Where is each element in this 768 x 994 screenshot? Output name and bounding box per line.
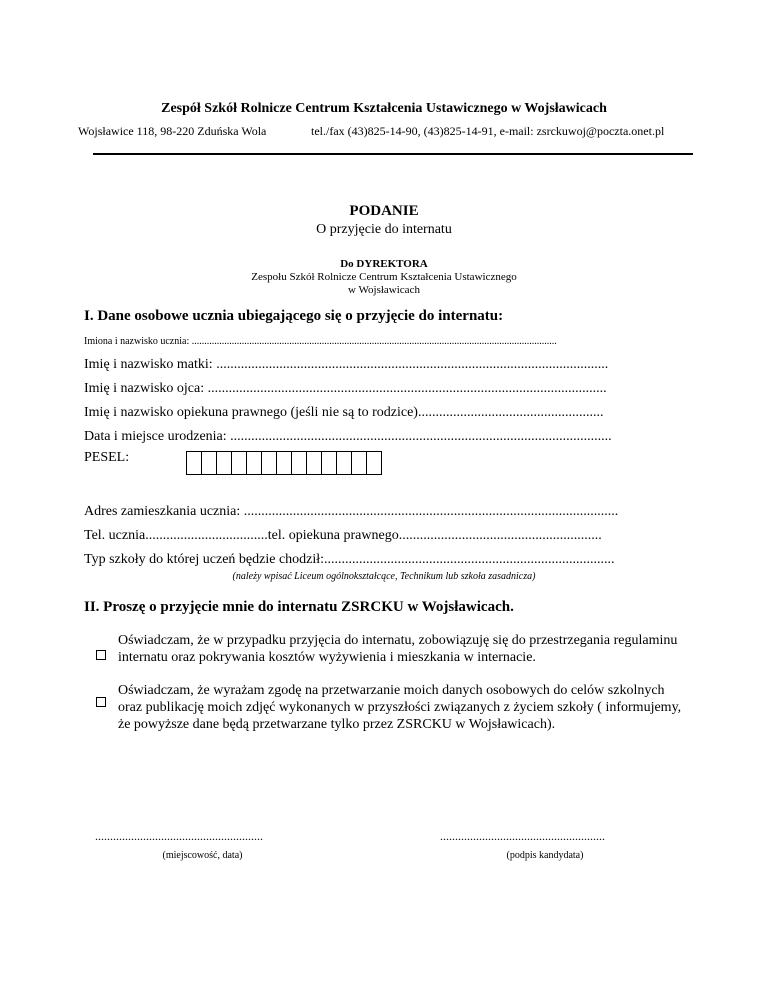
mother-name-field[interactable]: Imię i nazwisko matki: ................................................................................................................ [84,357,609,372]
signature-line[interactable]: ....................................................... [440,829,605,843]
pesel-digit-box[interactable] [351,451,367,475]
pesel-digit-box[interactable] [336,451,352,475]
statement1-text: Oświadczam, że w przypadku przyjęcia do internatu, zobowiązuję się do przestrzegania regulaminu internatu oraz pokrywania kosztów wyżywienia i mieszkania w internacie. [118,633,678,665]
school-contact: tel./fax (43)825-14-90, (43)825-14-91, e-mail: zsrckuwoj@poczta.onet.pl [311,124,665,138]
school-address: Wojsławice 118, 98-220 Zduńska Wola [78,124,267,138]
recipient-institution: Zespołu Szkół Rolnicze Centrum Kształcenia Ustawicznego [251,271,517,283]
pesel-digit-box[interactable] [261,451,277,475]
pesel-digit-box[interactable] [306,451,322,475]
address-field[interactable]: Adres zamieszkania ucznia: ........................................................................................................... [84,504,619,519]
section1-heading: I. Dane osobowe ucznia ubiegającego się o przyjęcie do internatu: [84,308,504,324]
place-date-caption: (miejscowość, data) [162,850,243,861]
section2-heading: II. Proszę o przyjęcie mnie do internatu ZSRCKU w Wojsławicach. [84,599,514,615]
document-subtitle: O przyjęcie do internatu [316,222,452,237]
student-name-field[interactable]: Imiona i nazwisko ucznia: .................................................................................................................................................. [84,336,557,347]
statement2-text: Oświadczam, że wyrażam zgodę na przetwarzanie moich danych osobowych do celów szkolnych oraz publikację moich zdjęć wykonanych w przyszłości związanych z życiem szkoły ( informujemy, że powyższe dane będą przetwarzane tylko przez ZSRCKU w Wojsławicach). [118,683,682,732]
pesel-digit-box[interactable] [366,451,382,475]
pesel-input[interactable] [186,451,382,475]
place-date-line[interactable]: ........................................................ [95,829,263,843]
pesel-digit-box[interactable] [201,451,217,475]
birth-field[interactable]: Data i miejsce urodzenia: ............................................................................................................. [84,429,612,444]
guardian-name-field[interactable]: Imię i nazwisko opiekuna prawnego (jeśli nie są to rodzice)..................................................... [84,405,604,420]
pesel-digit-box[interactable] [321,451,337,475]
recipient-city: w Wojsławicach [348,284,420,296]
pesel-digit-box[interactable] [216,451,232,475]
pesel-digit-box[interactable] [231,451,247,475]
recipient-title: Do DYREKTORA [340,258,428,270]
pesel-digit-box[interactable] [186,451,202,475]
pesel-digit-box[interactable] [246,451,262,475]
phone-field[interactable]: Tel. ucznia...................................tel. opiekuna prawnego.......................................................... [84,528,602,543]
father-name-field[interactable]: Imię i nazwisko ojca: .................................................................................................................. [84,381,607,396]
document-title: PODANIE [349,203,419,219]
header-divider [93,153,693,155]
statement1-checkbox[interactable] [96,650,106,660]
pesel-digit-box[interactable] [276,451,292,475]
school-type-field[interactable]: Typ szkoły do której uczeń będzie chodził:................................................................................... [84,552,615,567]
school-type-hint: (należy wpisać Liceum ogólnokształcące, Technikum lub szkoła zasadnicza) [232,571,536,582]
statement2-checkbox[interactable] [96,697,106,707]
school-name: Zespół Szkół Rolnicze Centrum Kształcenia Ustawicznego w Wojsławicach [161,101,607,116]
pesel-digit-box[interactable] [291,451,307,475]
pesel-label: PESEL: [84,450,130,465]
signature-caption: (podpis kandydata) [506,850,584,861]
